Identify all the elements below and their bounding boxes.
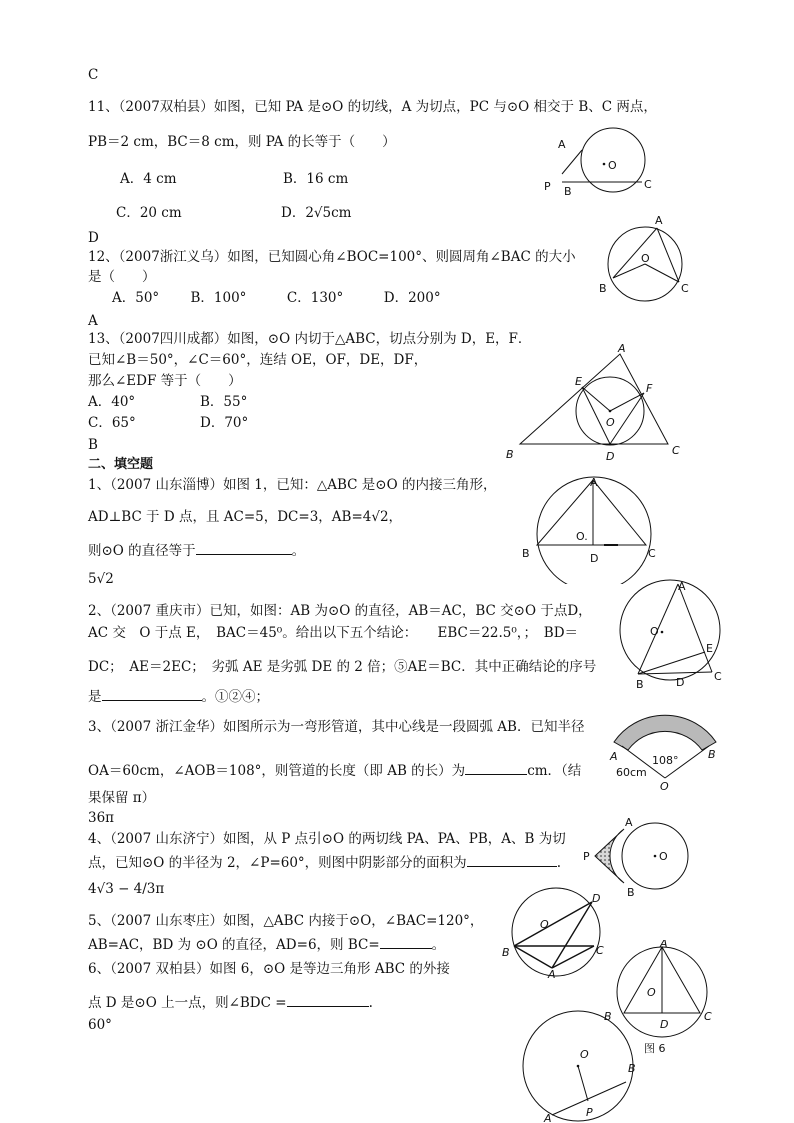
q11-fig-label-c: C	[644, 178, 652, 191]
fill1-line1: 1、（2007 山东淄博）如图 1，已知：△ABC 是⊙O 的内接三角形，	[88, 477, 497, 493]
fill1-fig-label-a: A	[590, 476, 598, 489]
fill5-fig-label-o: O	[540, 918, 549, 931]
fill2-line4-end: 。①②④；	[201, 689, 269, 705]
q11-stem-line1: 11、（2007双柏县）如图，已知 PA 是⊙O 的切线，A 为切点，PC 与⊙O 相交于 B、C 两点，	[88, 99, 657, 115]
fill3-figure	[600, 700, 740, 792]
fill2-line4-text: 是	[88, 689, 102, 705]
fill3-fig-label-o: O	[660, 780, 669, 792]
fill6-line2-text: 点 D 是⊙O 上一点，则∠BDC =	[88, 995, 287, 1011]
fill6-fig-label-c: C	[704, 1010, 712, 1023]
q13-option-c: C．65°	[88, 415, 136, 431]
q13-fig-label-c: C	[672, 444, 680, 457]
fill5-figure	[500, 884, 616, 980]
fill4-answer-blank[interactable]	[467, 852, 557, 867]
q11-fig-label-p: P	[544, 180, 551, 193]
fill2-figure	[610, 578, 734, 692]
q12-stem-line2: 是（ ）	[88, 269, 156, 285]
fill2-line4	[88, 686, 269, 706]
fill4-line2	[88, 852, 561, 872]
fill5-answer-blank[interactable]	[380, 934, 432, 949]
fill1-line3-text: 则⊙O 的直径等于	[88, 543, 196, 559]
q12-fig-label-b: B	[599, 282, 607, 295]
fill2-fig-label-b: B	[636, 678, 644, 691]
fill4-fig-label-a: A	[625, 816, 633, 829]
fill3-line2-text: OA＝60cm，∠AOB＝108°，则管道的长度（即 AB 的长）为	[88, 763, 466, 779]
q13-fig-label-e: E	[575, 375, 582, 388]
fill2-fig-label-c: C	[714, 670, 722, 683]
q11-answer: D	[88, 230, 99, 246]
fill2-line2: AC 交 O 于点 E， BAC＝45⁰。给出以下五个结论： EBC＝22.5⁰，； BD＝	[88, 625, 579, 641]
fill5-line2-end: 。	[431, 937, 446, 953]
fill2-fig-label-e: E	[706, 642, 713, 655]
fill4-answer: 4√3 − 4/3π	[88, 881, 165, 897]
fill7-fig-label-a: A	[544, 1112, 552, 1123]
fill4-fig-label-b: B	[627, 886, 635, 896]
fill6-line2	[88, 992, 373, 1012]
fill4-line2-text: 点，已知⊙O 的半径为 2，∠P=60°，则图中阴影部分的面积为	[88, 855, 467, 871]
fill3-line2-end: cm．（结	[527, 763, 582, 779]
fill4-fig-label-o: O	[659, 850, 668, 863]
fill2-answer-blank[interactable]	[102, 686, 202, 701]
fill2-fig-label-d: D	[676, 676, 685, 689]
q13-stem-line1: 13、（2007四川成都）如图，⊙O 内切于△ABC，切点分别为 D，E，F．	[88, 331, 532, 347]
fill3-line3: 果保留 π）	[88, 790, 156, 806]
q11-fig-label-a: A	[558, 138, 566, 151]
q12-answer: A	[88, 313, 98, 329]
fill3-fig-label-b: B	[708, 748, 716, 761]
fill1-line3	[88, 540, 305, 560]
fill3-fig-label-a: A	[610, 750, 618, 763]
fill1-answer: 5√2	[88, 571, 114, 587]
fill1-fig-label-d: D	[590, 552, 599, 565]
q13-fig-label-a: A	[618, 342, 626, 355]
fill6-fig-caption: 图 6	[644, 1042, 666, 1055]
q13-fig-label-f: F	[646, 382, 653, 395]
fill5-fig-label-c: C	[596, 944, 604, 957]
q13-option-a: A．40°	[88, 394, 136, 410]
fill4-fig-label-p: P	[583, 850, 590, 863]
fill5-fig-label-a: A	[548, 968, 556, 980]
q11-stem-line2: PB＝2 cm，BC＝8 cm，则 PA 的长等于（ ）	[88, 134, 396, 150]
fill2-fig-label-o: O	[650, 625, 659, 638]
q13-fig-label-b: B	[506, 448, 514, 461]
q13-fig-label-d: D	[606, 450, 615, 463]
fill1-fig-label-b: B	[522, 547, 530, 560]
fill7-fig-label-o: O	[580, 1048, 589, 1061]
q12-fig-label-o: O	[641, 252, 650, 265]
fill3-line1: 3、（2007 浙江金华）如图所示为一弯形管道，其中心线是一段圆弧 AB．已知半径	[88, 719, 585, 735]
q13-answer: B	[88, 437, 98, 453]
fill5-fig-label-b: B	[502, 946, 510, 959]
section-title: 二、填空题	[88, 457, 154, 472]
fill6-fig-label-b: B	[604, 1010, 612, 1023]
q12-fig-label-a: A	[655, 214, 663, 227]
fill5-line2-text: AB=AC，BD 为 ⊙O 的直径，AD=6，则 BC=	[88, 937, 380, 953]
fill1-answer-blank[interactable]	[196, 540, 292, 555]
fill5-fig-label-d: D	[592, 892, 601, 905]
q10-answer: C	[88, 67, 99, 83]
fill6-fig-label-o: O	[647, 986, 656, 999]
fill1-line2: AD⊥BC 于 D 点，且 AC=5，DC=3，AB=4√2，	[88, 509, 403, 525]
fill7-fig-label-b: B	[628, 1062, 636, 1075]
q13-figure	[500, 340, 690, 464]
q13-option-b: B．55°	[200, 394, 248, 410]
fill4-line2-end: .	[556, 855, 561, 871]
fill2-fig-label-a: A	[678, 580, 686, 593]
q12-fig-label-c: C	[681, 282, 689, 295]
q13-stem-line2: 已知∠B＝50°，∠C＝60°，连结 OE，OF，DE，DF，	[88, 352, 428, 368]
fill1-fig-label-o: O.	[576, 530, 588, 543]
fill1-figure	[518, 472, 668, 584]
q12-options: A．50° B．100° C．130° D．200°	[112, 290, 441, 306]
fill3-fig-label-radius: 60cm	[616, 766, 647, 779]
q11-option-d: D．2√5cm	[281, 205, 352, 221]
fill6-line1: 6、（2007 双柏县）如图 6，⊙O 是等边三角形 ABC 的外接	[88, 961, 450, 977]
q13-stem-line3: 那么∠EDF 等于（ ）	[88, 373, 242, 389]
fill4-line1: 4、（2007 山东济宁）如图，从 P 点引⊙O 的两切线 PA、PA、PB，A、B 为切	[88, 831, 566, 847]
q11-figure	[536, 122, 686, 202]
q11-option-c: C．20 cm	[116, 205, 182, 221]
fill1-line3-end: 。	[291, 543, 306, 559]
fill6-answer-blank[interactable]	[287, 992, 369, 1007]
fill3-answer-blank[interactable]	[465, 760, 527, 775]
fill2-line1: 2、（2007 重庆市）已知，如图：AB 为⊙O 的直径，AB＝AC，BC 交⊙O 于点D，	[88, 603, 592, 619]
fill3-answer: 36π	[88, 810, 115, 826]
q11-fig-label-o: O	[608, 159, 617, 172]
q13-fig-label-o: O	[606, 416, 615, 429]
fill5-line1: 5、（2007 山东枣庄）如图，△ABC 内接于⊙O，∠BAC=120°，	[88, 913, 484, 929]
fill6-fig-label-d: D	[660, 1018, 669, 1031]
q12-stem-line1: 12、（2007浙江义乌）如图，已知圆心角∠BOC=100°、则圆周角∠BAC 的大小	[88, 249, 576, 265]
fill6-fig-label-a: A	[660, 940, 668, 950]
fill2-line3: DC； AE＝2EC； 劣弧 AE 是劣弧 DE 的 2 倍；⑤AE＝BC．其中正确结论的序号	[88, 659, 597, 675]
fill7-figure	[518, 1008, 648, 1123]
fill6-answer: 60°	[88, 1017, 112, 1033]
q12-figure	[597, 212, 693, 308]
fill3-fig-label-angle: 108°	[652, 754, 679, 767]
fill1-fig-label-c: C	[648, 547, 656, 560]
fill6-line2-end: .	[368, 995, 373, 1011]
q11-option-b: B．16 cm	[283, 171, 349, 187]
fill7-fig-label-p: P	[586, 1106, 593, 1119]
q11-option-a: A．4 cm	[120, 171, 177, 187]
fill3-line2	[88, 760, 581, 780]
q13-option-d: D．70°	[200, 415, 249, 431]
fill5-line2	[88, 934, 445, 954]
q11-fig-label-b: B	[564, 185, 572, 198]
